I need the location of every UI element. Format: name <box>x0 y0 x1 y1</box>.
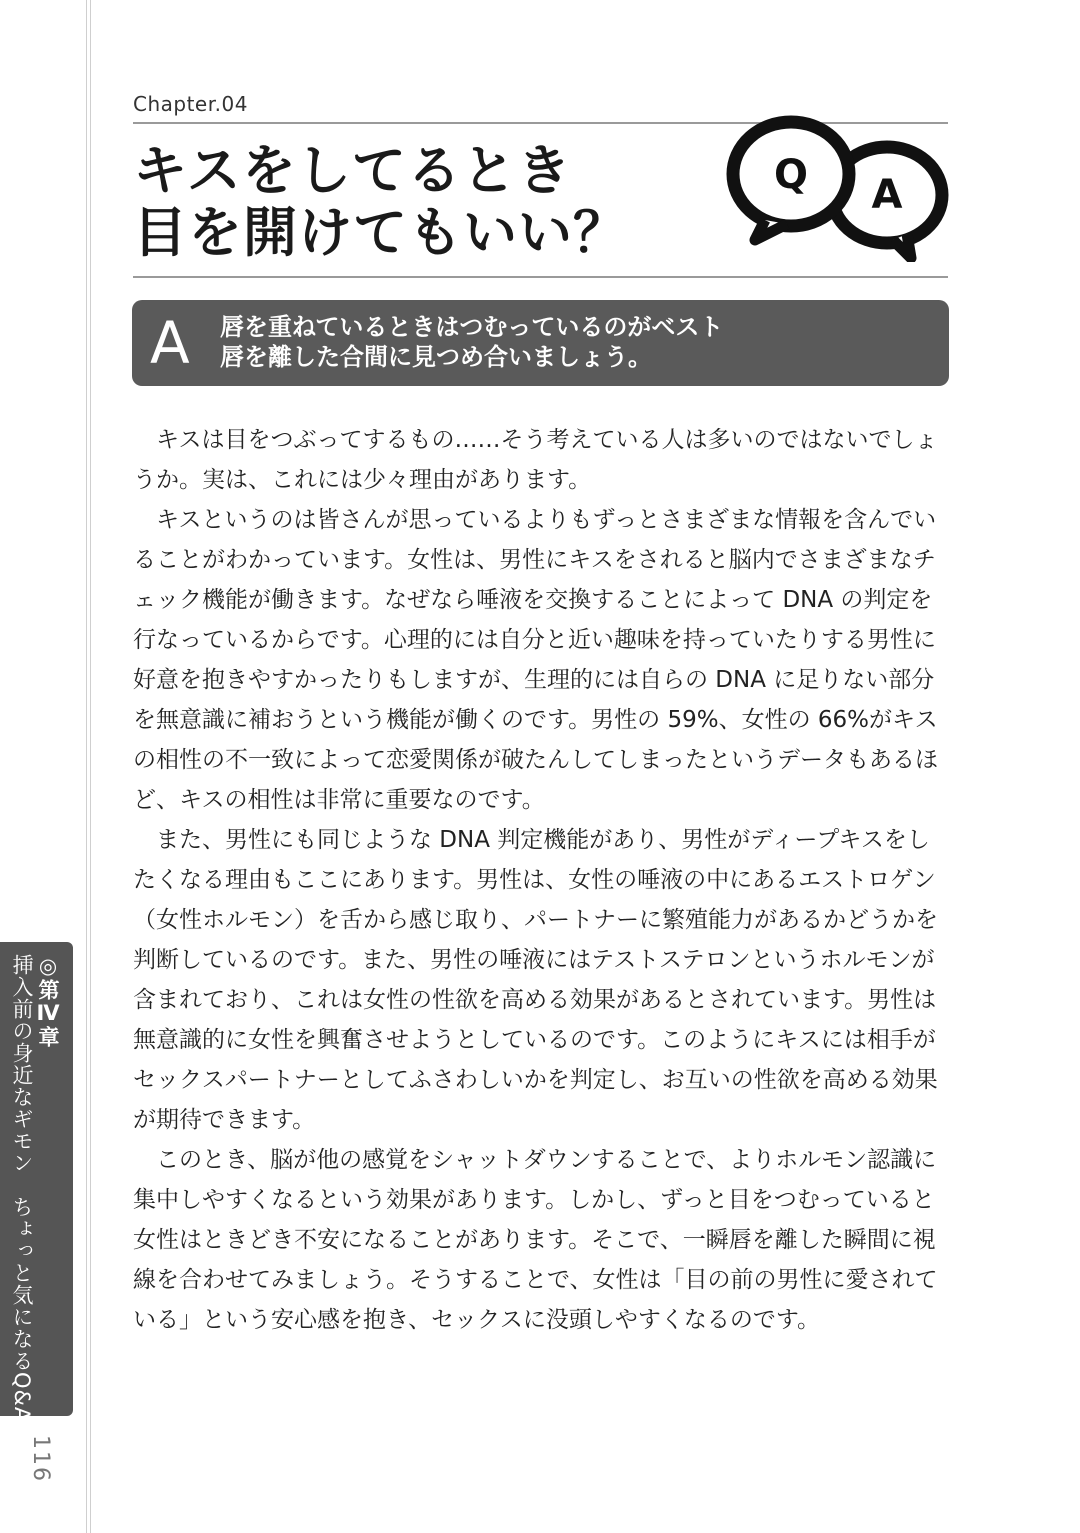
body-paragraph: キスは目をつぶってするもの……そう考えている人は多いのではないでしょうか。実は、これには少々理由があります。 <box>133 427 938 493</box>
title-line: 目を開けてもいい？ <box>133 201 628 264</box>
page-gutter-line <box>90 0 91 1533</box>
body-text <box>133 420 949 1340</box>
q-bubble <box>733 122 849 240</box>
body-paragraph: キスというのは皆さんが思っているよりもずっとさまざまな情報を含んでいることがわかっています。女性は、男性にキスをされると脳内でさまざまなチェック機能が働きます。なぜなら唾液を交換することによって DNA の判定を行なっているからです。心理的には自分と近い趣味を持っていたりする男性に好意を抱きやすかったりもしますが、生理的には自らの DNA に足りない部分を無意識に補おうという機能が働くのです。男性の 59%、女性の 66%がキスの相性の不一致によって恋愛関係が破たんしてしまったというデータもあるほど、キスの相性は非常に重要なのです。 <box>133 507 938 813</box>
q-letter: Q <box>773 152 809 198</box>
page-gutter-line <box>86 0 87 1533</box>
body-paragraph: このとき、脳が他の感覚をシャットダウンすることで、よりホルモン認識に集中しやすくなるという効果があります。しかし、ずっと目をつむっていると女性はときどき不安になることがあります。そこで、一瞬唇を離した瞬間に視線を合わせてみましょう。そうすることで、女性は「目の前の男性に愛されている」という安心感を抱き、セックスに没頭しやすくなるのです。 <box>133 1147 938 1333</box>
answer-line: 唇を重ねているときはつむっているのがベスト <box>220 313 724 341</box>
page-title <box>133 140 628 264</box>
qa-speech-bubbles-icon <box>725 112 955 262</box>
header-bottom-rule <box>133 276 948 278</box>
title-line: キスをしてるとき <box>133 139 572 202</box>
page-number: 116 <box>28 1435 53 1483</box>
side-tab-section: 挿入前の身近なギモン ちょっと気になるQ&A <box>10 954 34 1423</box>
chapter-side-tab <box>0 942 73 1423</box>
answer-letter: A <box>150 309 190 377</box>
body-paragraph: また、男性にも同じような DNA 判定機能があり、男性がディープキスをしたくなる理由もここにあります。男性は、女性の唾液の中にあるエストロゲン（女性ホルモン）を舌から感じ取り、パートナーに繁殖能力があるかどうかを判断しているのです。また、男性の唾液にはテストステロンというホルモンが含まれており、これは女性の性欲を高める効果があるとされています。男性は無意識的に女性を興奮させようとしているのです。このようにキスには相手がセックスパートナーとしてふさわしいかを判定し、お互いの性欲を高める効果が期待できます。 <box>133 827 938 1133</box>
answer-text <box>220 312 723 372</box>
chapter-label: Chapter.04 <box>133 92 248 116</box>
answer-summary-box <box>132 300 949 386</box>
answer-line: 唇を離した合間に見つめ合いましょう。 <box>220 343 652 371</box>
side-tab-chapter: ◎第Ⅳ章 <box>36 954 60 1048</box>
a-letter: A <box>871 172 903 218</box>
